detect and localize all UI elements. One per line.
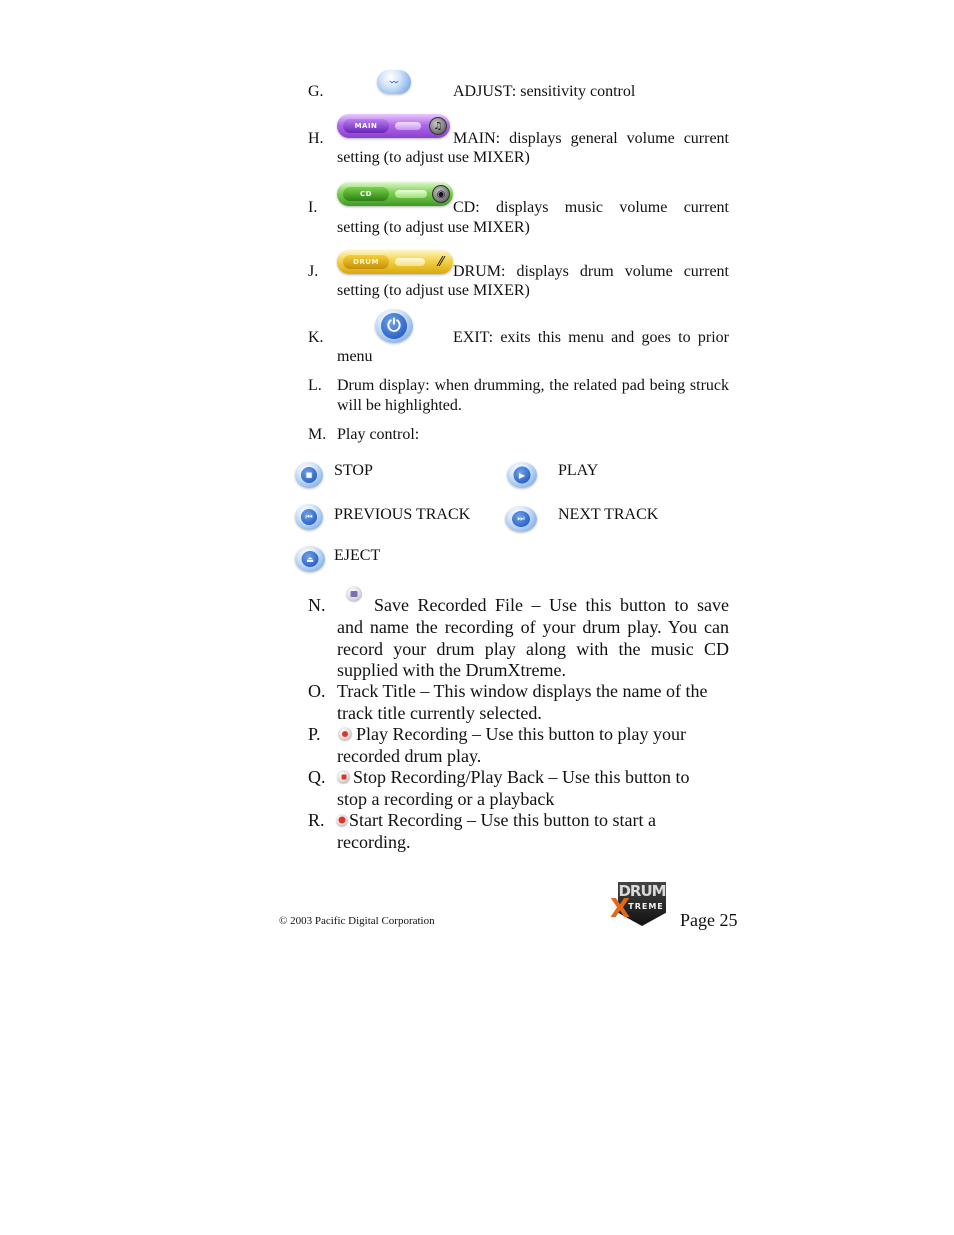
- stop-icon: ■: [295, 462, 323, 488]
- item-letter-r: R.: [308, 810, 325, 830]
- save-recorded-file-line2: and name the recording of your drum play. You can record your drum play along with the music CD supplied with the DrumXtreme.: [337, 617, 729, 680]
- play-recording-line2: recorded drum play.: [337, 746, 482, 766]
- drum-description-line1: DRUM: displays drum volume current: [453, 263, 729, 280]
- eject-label: EJECT: [334, 547, 381, 564]
- item-letter-h: H.: [308, 130, 324, 147]
- cd-tag: CD: [343, 187, 389, 201]
- item-letter-k: K.: [308, 329, 324, 346]
- item-letter-p: P.: [308, 724, 321, 744]
- play-label: PLAY: [558, 462, 599, 479]
- cd-description-line2: setting (to adjust use MIXER): [337, 219, 530, 236]
- page-number: Page 25: [680, 910, 738, 930]
- next-track-label: NEXT TRACK: [558, 506, 659, 523]
- cd-knob-icon: ◉: [432, 185, 450, 203]
- item-letter-o: O.: [308, 681, 326, 701]
- item-letter-j: J.: [308, 263, 319, 280]
- main-tag: MAIN: [343, 119, 389, 133]
- play-control-heading: Play control:: [337, 426, 420, 443]
- track-title-line2: track title currently selected.: [337, 703, 542, 723]
- item-letter-i: I.: [308, 199, 318, 216]
- cd-level-bar: [395, 190, 427, 198]
- item-letter-l: L.: [308, 377, 322, 394]
- item-letter-m: M.: [308, 426, 327, 443]
- previous-track-label: PREVIOUS TRACK: [334, 506, 471, 523]
- adjust-sensitivity-icon: 〰: [377, 70, 411, 94]
- save-recorded-file-line1: Save Recorded File – Use this button to save: [374, 595, 729, 615]
- play-recording-icon: [338, 727, 352, 740]
- drum-volume-slider-icon: [337, 250, 453, 274]
- drum-tag: DRUM: [343, 255, 389, 269]
- eject-icon: ⏏: [295, 546, 325, 572]
- cd-volume-slider-icon: [337, 182, 453, 206]
- stop-recording-line2: stop a recording or a playback: [337, 789, 555, 809]
- drum-display-description: Drum display: when drumming, the related pad being struck will be highlighted.: [337, 377, 729, 414]
- cd-description-line1: CD: displays music volume current: [453, 199, 729, 216]
- start-recording-line2: recording.: [337, 832, 411, 852]
- next-track-icon: ⏭: [505, 506, 537, 532]
- exit-power-icon: ⏻: [375, 309, 413, 343]
- item-letter-q: Q.: [308, 767, 326, 787]
- previous-track-icon: ⏮: [295, 504, 323, 530]
- drumsticks-icon: ⁄⁄: [438, 254, 444, 270]
- main-level-bar: [395, 122, 421, 130]
- main-description-line1: MAIN: displays general volume current: [453, 130, 729, 147]
- main-volume-slider-icon: [337, 114, 450, 138]
- copyright-notice: © 2003 Pacific Digital Corporation: [279, 915, 435, 927]
- save-file-icon: [346, 586, 362, 601]
- main-description-line2: setting (to adjust use MIXER): [337, 149, 530, 166]
- stop-label: STOP: [334, 462, 373, 479]
- item-letter-n: N.: [308, 595, 326, 615]
- logo-x: X: [610, 894, 631, 924]
- item-letter-g: G.: [308, 83, 324, 100]
- start-recording-line1: Start Recording – Use this button to start a: [349, 810, 656, 830]
- logo-word: DRUM: [618, 882, 666, 900]
- stop-recording-line1: Stop Recording/Play Back – Use this button to: [353, 767, 690, 787]
- start-recording-icon: [336, 814, 348, 826]
- track-title-line1: Track Title – This window displays the name of the: [337, 681, 708, 701]
- drum-level-bar: [395, 258, 425, 266]
- drum-description-line2: setting (to adjust use MIXER): [337, 282, 530, 299]
- drumxtreme-logo: [610, 880, 668, 928]
- play-icon: ▶: [507, 462, 537, 488]
- exit-description-line2: menu: [337, 348, 373, 365]
- play-recording-line1: Play Recording – Use this button to play your: [356, 724, 686, 744]
- logo-sub: TREME: [628, 902, 664, 911]
- adjust-description: ADJUST: sensitivity control: [453, 83, 636, 100]
- stop-recording-icon: [337, 770, 350, 783]
- exit-description-line1: EXIT: exits this menu and goes to prior: [453, 329, 729, 346]
- main-knob-icon: ♫: [429, 117, 447, 135]
